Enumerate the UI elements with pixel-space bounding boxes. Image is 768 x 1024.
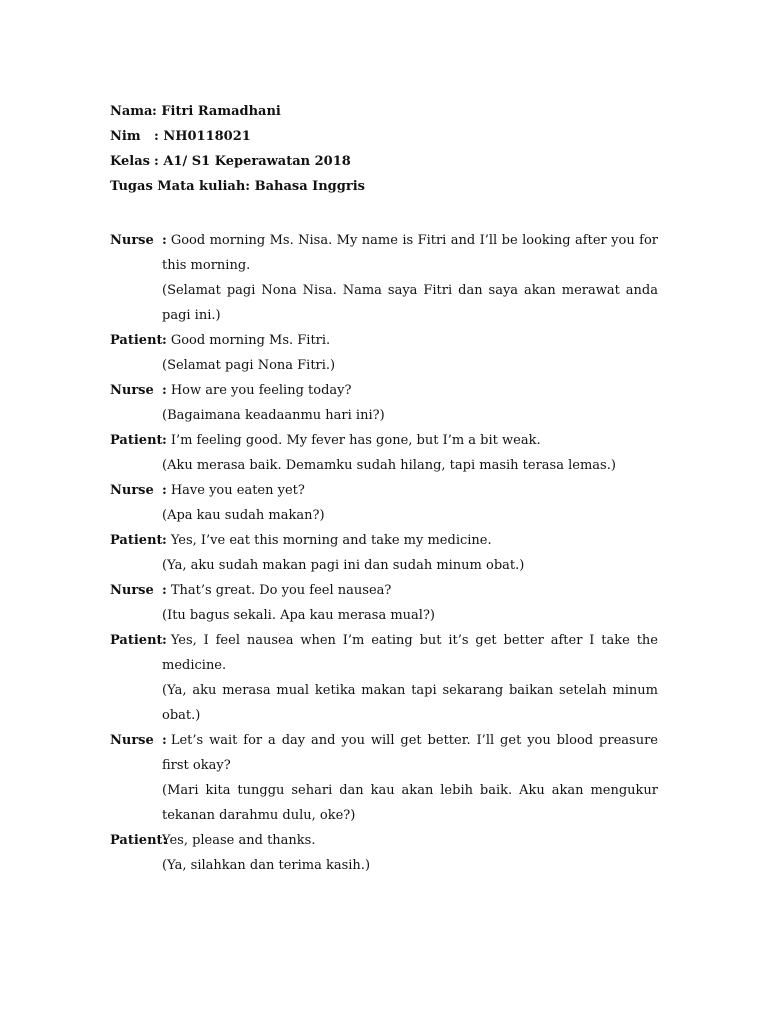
- english-line: : Let’s wait for a day and you will get better. I’ll get you blood preasure first okay?: [162, 733, 658, 773]
- indonesian-line: (Ya, aku merasa mual ketika makan tapi sekarang baikan setelah minum obat.): [162, 683, 658, 723]
- speaker-label: Patient: [110, 533, 163, 548]
- indonesian-line: (Itu bagus sekali. Apa kau merasa mual?): [162, 608, 435, 623]
- speaker-label: Patient: [110, 633, 163, 648]
- dialog-turn: [110, 328, 658, 378]
- dialog-turn: [110, 428, 658, 478]
- nama-row: [110, 102, 670, 127]
- indonesian-line: (Selamat pagi Nona Fitri.): [162, 358, 336, 373]
- nim-label: Nim: [110, 129, 141, 144]
- speaker-label: Patient: [110, 333, 163, 348]
- english-line: : How are you feeling today?: [162, 383, 352, 398]
- english-line: : Have you eaten yet?: [162, 483, 305, 498]
- dialog-turn: [110, 578, 658, 628]
- dialog-turn: [110, 478, 658, 528]
- tugas-row: [110, 177, 670, 202]
- conversation: [110, 228, 658, 878]
- english-line: : Good morning Ms. Fitri.: [162, 333, 331, 348]
- kelas-value: A1/ S1 Keperawatan 2018: [163, 154, 351, 169]
- dialog-turn: [110, 228, 658, 328]
- nama-value: Fitri Ramadhani: [161, 104, 281, 119]
- english-line: : Yes, I’ve eat this morning and take my medicine.: [162, 533, 492, 548]
- student-info-header: [110, 102, 670, 202]
- indonesian-line: (Selamat pagi Nona Nisa. Nama saya Fitri dan saya akan merawat anda pagi ini.): [162, 283, 658, 323]
- english-line: Yes, please and thanks.: [162, 833, 316, 848]
- english-line: : Good morning Ms. Nisa. My name is Fitri and I’ll be looking after you for this morning.: [162, 233, 658, 273]
- indonesian-line: (Apa kau sudah makan?): [162, 508, 325, 523]
- speaker-label: Patient: [110, 433, 163, 448]
- speaker-label: Patient:: [110, 833, 168, 848]
- dialog-turn: [110, 378, 658, 428]
- english-line: : Yes, I feel nausea when I’m eating but it’s get better after I take the medicine.: [162, 633, 658, 673]
- dialog-turn: [110, 528, 658, 578]
- dialog-turn: [110, 828, 658, 878]
- kelas-label: Kelas: [110, 154, 150, 169]
- speaker-label: Nurse: [110, 583, 154, 598]
- speaker-label: Nurse: [110, 233, 154, 248]
- nama-colon: :: [152, 104, 162, 119]
- dialog-turn: [110, 628, 658, 728]
- english-line: : That’s great. Do you feel nausea?: [162, 583, 392, 598]
- nim-row: [110, 127, 670, 152]
- speaker-label: Nurse: [110, 733, 154, 748]
- speaker-label: Nurse: [110, 383, 154, 398]
- indonesian-line: (Aku merasa baik. Demamku sudah hilang, tapi masih terasa lemas.): [162, 458, 616, 473]
- kelas-colon: :: [154, 154, 164, 169]
- speaker-label: Nurse: [110, 483, 154, 498]
- nim-colon: :: [154, 129, 164, 144]
- dialog-turn: [110, 728, 658, 828]
- indonesian-line: (Mari kita tunggu sehari dan kau akan lebih baik. Aku akan mengukur tekanan darahmu dulu, oke?): [162, 783, 658, 823]
- tugas-text: Tugas Mata kuliah: Bahasa Inggris: [110, 179, 365, 194]
- english-line: : I’m feeling good. My fever has gone, but I’m a bit weak.: [162, 433, 541, 448]
- indonesian-line: (Bagaimana keadaanmu hari ini?): [162, 408, 385, 423]
- indonesian-line: (Ya, aku sudah makan pagi ini dan sudah minum obat.): [162, 558, 525, 573]
- kelas-row: [110, 152, 670, 177]
- nim-value: NH0118021: [163, 129, 251, 144]
- indonesian-line: (Ya, silahkan dan terima kasih.): [162, 858, 371, 873]
- nama-label: Nama: [110, 104, 153, 119]
